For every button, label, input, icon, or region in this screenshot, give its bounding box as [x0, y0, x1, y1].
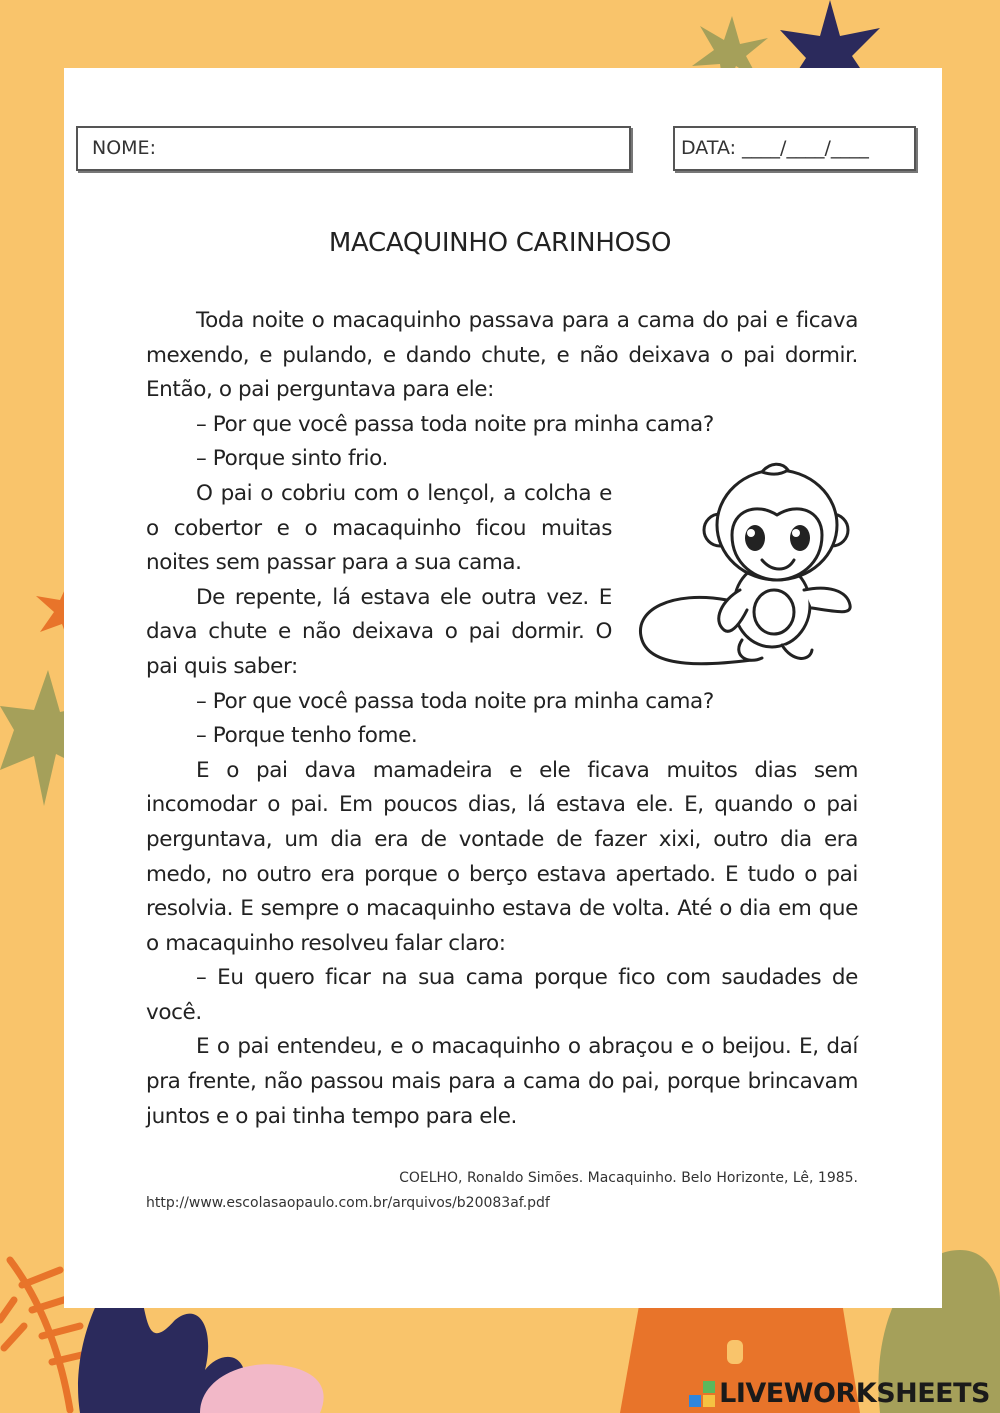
block-window-shape: [727, 1340, 743, 1364]
name-label: NOME:: [92, 137, 156, 159]
story-dialogue: – Por que você passa toda noite pra minha cama?: [196, 688, 714, 714]
source-url[interactable]: http://www.escolasaopaulo.com.br/arquivos/b20083af.pdf: [146, 1195, 550, 1211]
monkey-right-arm-shape: [804, 588, 850, 612]
story-dialogue: – Porque sinto frio.: [196, 446, 388, 472]
monkey-illustration: [632, 440, 862, 670]
source-citation: COELHO, Ronaldo Simões. Macaquinho. Belo Horizonte, Lê, 1985.: [399, 1170, 858, 1186]
date-field[interactable]: [673, 126, 916, 171]
story-paragraph: E o pai entendeu, e o macaquinho o abraçou e o beijou. E, daí pra frente, não passou mais para a cama do pai, porque brincavam juntos e o pai tinha tempo para ele.: [146, 1034, 858, 1129]
story-title: MACAQUINHO CARINHOSO: [328, 228, 672, 258]
story-dialogue: – Por que você passa toda noite pra minha cama?: [196, 411, 714, 437]
story-text: [146, 304, 858, 1134]
story-paragraph: De repente, lá estava ele outra vez. E dava chute e não deixava o pai dormir. O pai quis saber:: [146, 584, 612, 679]
liveworksheets-brand[interactable]: [689, 1378, 990, 1409]
name-field[interactable]: [76, 126, 631, 171]
monkey-belly-shape: [754, 590, 794, 634]
brand-name: LIVEWORKSHEETS: [719, 1378, 990, 1409]
liveworksheets-logo-icon: [689, 1381, 715, 1407]
story-paragraph: E o pai dava mamadeira e ele ficava muitos dias sem incomodar o pai. Em poucos dias, lá estava ele. E, quando o pai perguntava, um dia era de vontade de fazer xixi, outro dia era medo, no outro era porque o berço estava apertado. E tudo o pai resolvia. E sempre o macaquinho estava de volta. Até o dia em que o macaquinho resolveu falar claro:: [146, 757, 858, 956]
date-label: DATA: ____/____/____: [681, 137, 869, 159]
story-dialogue: – Porque tenho fome.: [196, 723, 418, 749]
story-paragraph: Toda noite o macaquinho passava para a cama do pai e ficava mexendo, e pulando, e dando chute, e não deixava o pai dormir. Então, o pai perguntava para ele:: [146, 308, 858, 403]
monkey-right-eye-shape: [790, 525, 810, 551]
story-paragraph: – Eu quero ficar na sua cama porque fico com saudades de você.: [146, 965, 858, 1025]
story-paragraph: O pai o cobriu com o lençol, a colcha e o cobertor e o macaquinho ficou muitas noites sem passar para a sua cama.: [146, 480, 612, 576]
monkey-left-eye-shape: [745, 525, 765, 551]
monkey-hair-shape: [762, 464, 788, 474]
